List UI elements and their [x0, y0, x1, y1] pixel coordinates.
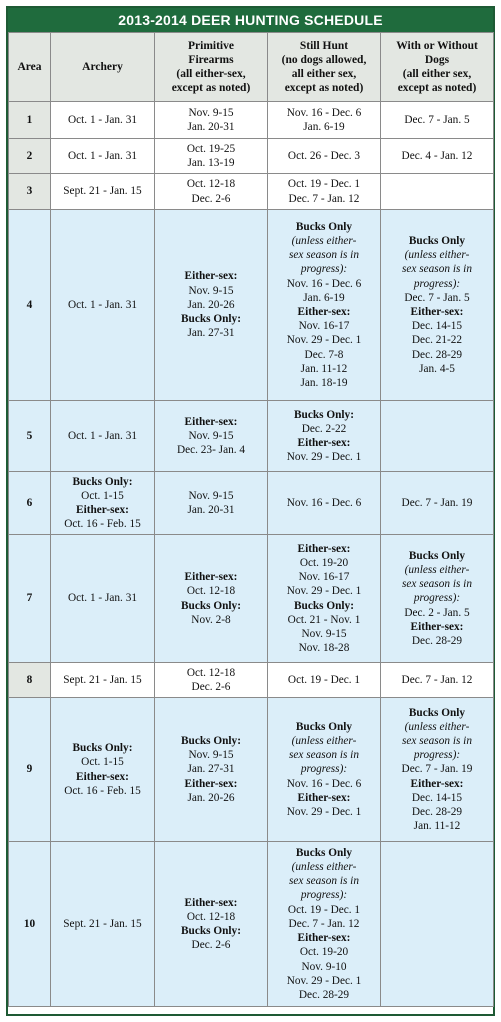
season-line: Oct. 19 - Dec. 1 [287, 178, 361, 191]
season-line: Either-sex: [76, 504, 129, 516]
table-row [9, 210, 494, 401]
season-line: Dec. 7 - Jan. 5 [404, 113, 470, 126]
season-line: Bucks Only [295, 846, 353, 859]
season-line: Oct. 1-15 [81, 489, 124, 502]
season-line: Dec. 23- Jan. 4 [176, 444, 246, 457]
season-line: progress): [413, 592, 461, 605]
season-line: Dec. 14-15 [411, 791, 463, 804]
season-line: Dec. 7 - Jan. 12 [401, 673, 473, 686]
season-line: Either-sex: [410, 306, 464, 318]
season-line: Oct. 1-15 [81, 756, 124, 769]
season-line: Oct. 1 - Jan. 31 [67, 149, 138, 162]
season-line: progress): [300, 263, 348, 276]
dogs-cell [381, 174, 494, 210]
archery-cell [51, 401, 155, 472]
season-line: Nov. 16-17 [298, 571, 350, 584]
header-line: all either sex, [291, 68, 357, 80]
season-line: Either-sex: [184, 270, 238, 283]
season-line: Either-sex: [184, 896, 238, 909]
season-line: Bucks Only [408, 549, 466, 562]
header-line: Primitive [188, 40, 234, 52]
table-row [9, 663, 494, 698]
season-line: sex season is in [289, 249, 359, 262]
season-line: Either-sex: [297, 791, 351, 804]
archery-cell [51, 663, 155, 698]
season-line: Dec. 7-8 [304, 348, 344, 361]
table-row [9, 535, 494, 663]
primitive-cell [155, 102, 268, 139]
table-row [9, 842, 494, 1007]
dogs-cell [381, 401, 494, 472]
area-number: 6 [9, 472, 51, 535]
still-cell [268, 698, 381, 842]
header-with-or-without-dogs [381, 33, 494, 102]
season-line: Either-sex: [76, 770, 129, 783]
table-row [9, 698, 494, 842]
area-number: 1 [9, 102, 51, 139]
header-line: Dogs [424, 54, 450, 66]
still-cell [268, 472, 381, 535]
archery-cell [51, 842, 155, 1007]
season-line: Oct. 19-20 [299, 946, 349, 959]
season-line: Nov. 16 - Dec. 6 [286, 106, 362, 119]
season-line: Nov. 18-28 [298, 642, 350, 655]
season-line: Oct. 12-18 [186, 178, 236, 191]
dogs-cell [381, 698, 494, 842]
season-line: Either-sex: [410, 620, 464, 633]
season-line: Nov. 29 - Dec. 1 [286, 974, 362, 987]
primitive-cell [155, 842, 268, 1007]
season-line: (unless either- [404, 720, 470, 733]
season-line: Either-sex: [297, 542, 351, 555]
primitive-cell [155, 535, 268, 663]
dogs-cell [381, 102, 494, 139]
season-line: sex season is in [402, 734, 472, 747]
primitive-cell [155, 174, 268, 210]
archery-cell [51, 698, 155, 842]
header-line: except as noted) [284, 82, 364, 94]
season-line: Jan. 4-5 [419, 362, 455, 375]
season-line: Nov. 29 - Dec. 1 [286, 585, 362, 598]
season-line: Dec. 28-29 [298, 988, 350, 1001]
season-line: Nov. 9-15 [188, 429, 234, 442]
season-line: Jan. 20-31 [187, 504, 235, 516]
season-line: (unless either- [291, 734, 357, 747]
season-line: Bucks Only [408, 234, 466, 247]
season-line: Nov. 9-15 [301, 627, 347, 640]
season-line: Oct. 12-18 [186, 585, 236, 598]
table-row [9, 139, 494, 174]
header-line: Firearms [188, 54, 234, 66]
schedule-title: 2013-2014 DEER HUNTING SCHEDULE [8, 8, 493, 32]
season-line: sex season is in [289, 875, 359, 888]
season-line: Dec. 2-22 [301, 422, 347, 435]
season-line: Oct. 1 - Jan. 31 [67, 113, 138, 126]
season-line: Jan. 18-19 [300, 377, 348, 390]
season-line: Jan. 6-19 [303, 121, 345, 133]
season-line: Bucks Only: [72, 475, 133, 488]
season-line: Dec. 2-6 [191, 681, 231, 693]
season-line: Dec. 28-29 [411, 806, 463, 818]
season-line: Bucks Only: [181, 313, 241, 326]
season-line: Oct. 12-18 [186, 910, 236, 923]
season-line: Jan. 20-31 [187, 121, 235, 133]
area-number: 4 [9, 210, 51, 401]
season-line: Nov. 9-15 [188, 489, 234, 502]
season-line: Dec. 7 - Jan. 5 [404, 291, 470, 304]
season-line: Nov. 9-15 [188, 106, 234, 119]
season-line: Oct. 21 - Nov. 1 [287, 613, 361, 626]
season-line: Dec. 2-6 [191, 939, 231, 952]
season-line: Dec. 28-29 [411, 348, 463, 361]
season-line: Oct. 12-18 [186, 666, 236, 679]
table-row [9, 102, 494, 139]
season-line: Bucks Only: [181, 925, 241, 937]
season-line: Dec. 7 - Jan. 19 [401, 763, 473, 776]
season-line: Bucks Only: [181, 734, 241, 747]
season-line: Sept. 21 - Jan. 15 [63, 185, 142, 198]
season-line: Oct. 19-25 [186, 142, 236, 155]
archery-cell [51, 210, 155, 401]
archery-cell [51, 139, 155, 174]
season-line: Jan. 27-31 [187, 763, 235, 776]
season-line: Bucks Only: [294, 408, 354, 421]
season-line: Dec. 2 - Jan. 5 [404, 606, 470, 619]
season-line: Either-sex: [184, 571, 238, 584]
season-line: Jan. 11-12 [413, 820, 461, 833]
season-line: progress): [413, 277, 461, 290]
archery-cell [51, 472, 155, 535]
header-line: except as noted) [171, 82, 251, 94]
still-cell [268, 210, 381, 401]
season-line: Jan. 11-12 [300, 362, 348, 375]
area-number: 2 [9, 139, 51, 174]
season-line: Jan. 20-26 [187, 791, 235, 804]
schedule-table [8, 32, 494, 1007]
season-line: Either-sex: [184, 415, 238, 428]
still-cell [268, 842, 381, 1007]
still-cell [268, 401, 381, 472]
season-line: progress): [300, 763, 348, 776]
season-line: Bucks Only [408, 706, 466, 719]
season-line: Oct. 19 - Dec. 1 [287, 903, 361, 916]
season-line: Nov. 9-15 [188, 749, 234, 762]
season-line: Either-sex: [184, 777, 238, 790]
season-line: progress): [413, 749, 461, 762]
primitive-cell [155, 139, 268, 174]
season-line: (unless either- [404, 563, 470, 576]
archery-cell [51, 535, 155, 663]
season-line: Jan. 20-26 [187, 298, 235, 311]
area-number: 9 [9, 698, 51, 842]
still-cell [268, 174, 381, 210]
archery-cell [51, 102, 155, 139]
season-line: Nov. 2-8 [191, 613, 231, 626]
season-line: Nov. 16 - Dec. 6 [286, 777, 362, 790]
dogs-cell [381, 210, 494, 401]
header-line: With or Without [396, 40, 478, 52]
dogs-cell [381, 842, 494, 1007]
still-cell [268, 139, 381, 174]
archery-cell [51, 174, 155, 210]
season-line: (unless either- [291, 861, 357, 874]
header-line: (all either-sex, [176, 68, 246, 80]
season-line: Bucks Only [295, 220, 353, 233]
table-row [9, 401, 494, 472]
season-line: sex season is in [402, 263, 472, 276]
season-line: Jan. 6-19 [303, 291, 345, 304]
season-line: Dec. 7 - Jan. 12 [288, 917, 360, 930]
season-line: Oct. 19 - Dec. 1 [287, 673, 361, 686]
season-line: Oct. 1 - Jan. 31 [67, 429, 138, 442]
header-area: Area [9, 33, 51, 102]
primitive-cell [155, 401, 268, 472]
season-line: Either-sex: [297, 437, 351, 449]
season-line: (unless either- [291, 234, 357, 247]
season-line: Nov. 9-10 [301, 960, 347, 973]
season-line: Dec. 14-15 [411, 320, 463, 333]
season-line: Dec. 4 - Jan. 12 [401, 149, 473, 162]
table-row [9, 472, 494, 535]
area-number: 7 [9, 535, 51, 663]
dogs-cell [381, 139, 494, 174]
season-line: Nov. 16 - Dec. 6 [286, 496, 362, 509]
dogs-cell [381, 663, 494, 698]
season-line: Jan. 13-19 [187, 157, 235, 169]
header-primitive-firearms [155, 33, 268, 102]
season-line: Either-sex: [410, 777, 464, 790]
season-line: Dec. 7 - Jan. 12 [288, 192, 360, 205]
season-line: Oct. 1 - Jan. 31 [67, 592, 138, 605]
header-still-hunt [268, 33, 381, 102]
area-number: 10 [9, 842, 51, 1007]
season-line: Nov. 9-15 [188, 284, 234, 297]
season-line: Sept. 21 - Jan. 15 [63, 673, 142, 686]
season-line: sex season is in [402, 578, 472, 591]
area-number: 5 [9, 401, 51, 472]
season-line: Dec. 7 - Jan. 19 [401, 496, 473, 509]
primitive-cell [155, 698, 268, 842]
header-row [9, 33, 494, 102]
header-line: except as noted) [397, 82, 477, 94]
season-line: Bucks Only: [72, 742, 133, 755]
primitive-cell [155, 663, 268, 698]
season-line: Oct. 16 - Feb. 15 [64, 784, 141, 797]
header-line: (no dogs allowed, [281, 54, 367, 66]
season-line: Dec. 2-6 [191, 192, 231, 205]
primitive-cell [155, 210, 268, 401]
table-row [9, 174, 494, 210]
season-line: Bucks Only [295, 720, 353, 733]
season-line: Sept. 21 - Jan. 15 [63, 917, 142, 930]
dogs-cell [381, 535, 494, 663]
season-line: Jan. 27-31 [187, 327, 235, 340]
season-line: (unless either- [404, 249, 470, 262]
season-line: Oct. 1 - Jan. 31 [67, 298, 138, 311]
still-cell [268, 102, 381, 139]
season-line: Oct. 26 - Dec. 3 [287, 149, 361, 162]
area-number: 8 [9, 663, 51, 698]
season-line: Nov. 16 - Dec. 6 [286, 277, 362, 290]
season-line: Bucks Only: [181, 599, 241, 612]
season-line: Dec. 28-29 [411, 635, 463, 647]
season-line: Nov. 29 - Dec. 1 [286, 451, 362, 464]
header-archery: Archery [51, 33, 155, 102]
season-line: Nov. 29 - Dec. 1 [286, 806, 362, 818]
schedule-panel [6, 6, 495, 1016]
header-line: Still Hunt [299, 40, 349, 52]
season-line: Oct. 16 - Feb. 15 [64, 518, 141, 531]
dogs-cell [381, 472, 494, 535]
season-line: sex season is in [289, 749, 359, 762]
season-line: Oct. 19-20 [299, 556, 349, 569]
still-cell [268, 663, 381, 698]
season-line: Either-sex: [297, 932, 351, 945]
season-line: Either-sex: [297, 306, 351, 318]
season-line: progress): [300, 889, 348, 902]
season-line: Dec. 21-22 [411, 334, 463, 347]
season-line: Nov. 29 - Dec. 1 [286, 334, 362, 347]
still-cell [268, 535, 381, 663]
season-line: Bucks Only: [294, 599, 354, 612]
area-number: 3 [9, 174, 51, 210]
primitive-cell [155, 472, 268, 535]
season-line: Nov. 16-17 [298, 320, 350, 333]
header-line: (all either sex, [402, 68, 472, 80]
